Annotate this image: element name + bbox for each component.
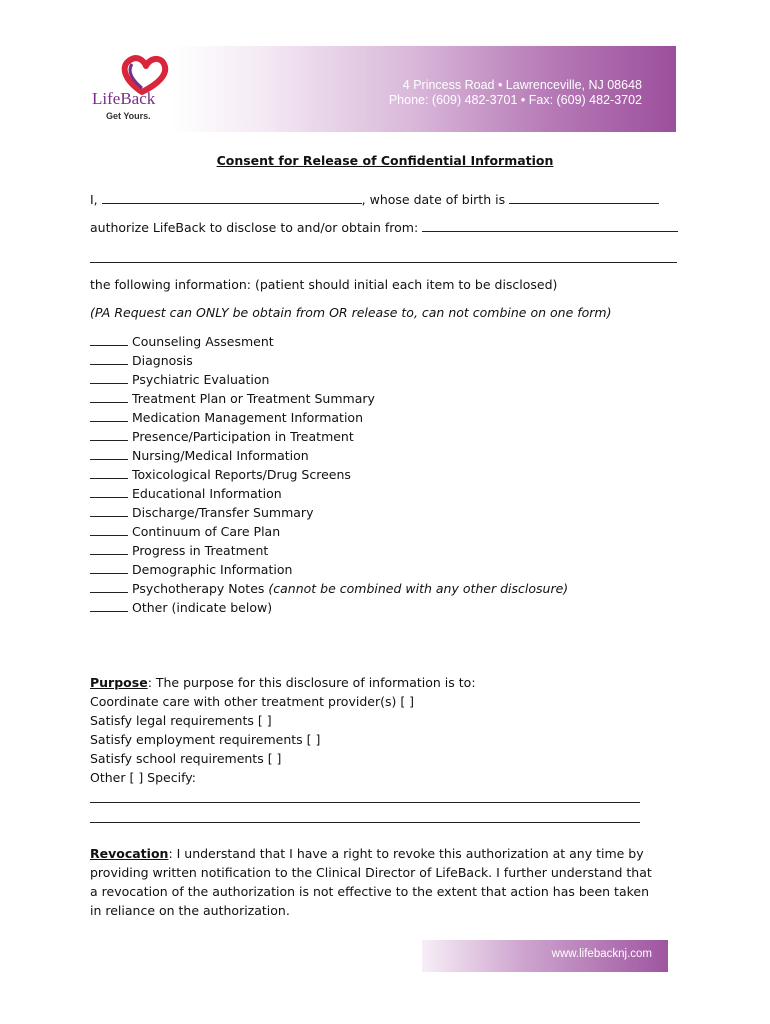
list-item <box>90 370 568 389</box>
purpose-option[interactable]: Satisfy school requirements [ ] <box>90 751 282 766</box>
authorize-text: authorize LifeBack to disclose to and/or obtain from: <box>90 220 419 235</box>
item-label: Discharge/Transfer Summary <box>132 505 314 520</box>
list-item <box>90 484 568 503</box>
item-label: Other (indicate below) <box>132 600 273 615</box>
list-item <box>90 522 568 541</box>
item-label: Presence/Participation in Treatment <box>132 429 354 444</box>
item-label: Demographic Information <box>132 562 293 577</box>
list-item <box>90 427 568 446</box>
initial-field[interactable] <box>90 561 128 574</box>
list-item <box>90 446 568 465</box>
item-label: Continuum of Care Plan <box>132 524 281 539</box>
item-label: Diagnosis <box>132 353 193 368</box>
item-label: Educational Information <box>132 486 282 501</box>
initial-field[interactable] <box>90 580 128 593</box>
initial-field[interactable] <box>90 485 128 498</box>
list-item <box>90 332 568 351</box>
intro-prefix: I, <box>90 192 98 207</box>
initial-field[interactable] <box>90 523 128 536</box>
specify-field-line1[interactable] <box>90 802 640 803</box>
item-label: Psychiatric Evaluation <box>132 372 270 387</box>
name-field[interactable] <box>102 191 362 204</box>
phone-fax: Phone: (609) 482-3701 • Fax: (609) 482-3702 <box>388 93 642 107</box>
list-item <box>90 560 568 579</box>
item-note: (cannot be combined with any other disclosure) <box>268 581 569 596</box>
revocation-section <box>90 844 655 920</box>
authorize-line <box>90 219 678 235</box>
purpose-option[interactable]: Coordinate care with other treatment provider(s) [ ] <box>90 694 415 709</box>
document-title: Consent for Release of Confidential Information <box>216 153 554 168</box>
initial-field[interactable] <box>90 447 128 460</box>
item-label: Counseling Assesment <box>132 334 274 349</box>
purpose-option[interactable]: Satisfy legal requirements [ ] <box>90 713 272 728</box>
initial-field[interactable] <box>90 542 128 555</box>
initial-field[interactable] <box>90 352 128 365</box>
recipient-field[interactable] <box>422 219 678 232</box>
purpose-intro: : The purpose for this disclosure of information is to: <box>147 675 476 690</box>
item-label: Medication Management Information <box>132 410 364 425</box>
item-label: Nursing/Medical Information <box>132 448 309 463</box>
pa-note: (PA Request can ONLY be obtain from OR release to, can not combine on one form) <box>90 305 612 320</box>
list-item <box>90 503 568 522</box>
following-text: the following information: (patient should initial each item to be disclosed) <box>90 277 558 292</box>
footer-banner <box>422 940 668 972</box>
recipient-field-line2[interactable] <box>90 262 677 263</box>
item-label: Psychotherapy Notes <box>132 581 265 596</box>
list-item <box>90 541 568 560</box>
initial-field[interactable] <box>90 504 128 517</box>
initial-field[interactable] <box>90 466 128 479</box>
brand-name-logo: LifeBack <box>92 89 156 108</box>
revocation-text: : I understand that I have a right to revoke this authorization at any time by providing written notification to the Clinical Director of LifeBack. I further understand that a revocation of the authorization is not effective to the extent that action has been taken in reliance on the authorization. <box>90 846 652 918</box>
initial-field[interactable] <box>90 599 128 612</box>
purpose-option[interactable]: Satisfy employment requirements [ ] <box>90 732 321 747</box>
item-label: Toxicological Reports/Drug Screens <box>132 467 351 482</box>
disclosure-list <box>90 332 568 617</box>
item-label: Progress in Treatment <box>132 543 269 558</box>
purpose-section <box>90 673 650 787</box>
list-item <box>90 389 568 408</box>
purpose-option[interactable]: Other [ ] Specify: <box>90 770 196 785</box>
specify-field-line2[interactable] <box>90 822 640 823</box>
heart-icon <box>90 52 172 128</box>
list-item <box>90 351 568 370</box>
footer-url: www.lifebacknj.com <box>551 948 652 960</box>
address: 4 Princess Road • Lawrenceville, NJ 08648 <box>402 78 642 92</box>
initial-field[interactable] <box>90 428 128 441</box>
initial-field[interactable] <box>90 409 128 422</box>
initial-field[interactable] <box>90 371 128 384</box>
purpose-heading: Purpose <box>90 675 148 690</box>
initial-field[interactable] <box>90 333 128 346</box>
tagline-logo: Get Yours. <box>106 111 151 121</box>
list-item <box>90 598 568 617</box>
item-label: Treatment Plan or Treatment Summary <box>132 391 375 406</box>
initial-field[interactable] <box>90 390 128 403</box>
list-item <box>90 408 568 427</box>
intro-middle: , whose date of birth is <box>361 192 506 207</box>
lifeback-logo <box>90 52 172 128</box>
header-banner <box>172 46 676 132</box>
dob-field[interactable] <box>509 191 659 204</box>
name-dob-line <box>90 191 659 207</box>
revocation-heading: Revocation <box>90 846 169 861</box>
list-item <box>90 579 568 598</box>
list-item <box>90 465 568 484</box>
